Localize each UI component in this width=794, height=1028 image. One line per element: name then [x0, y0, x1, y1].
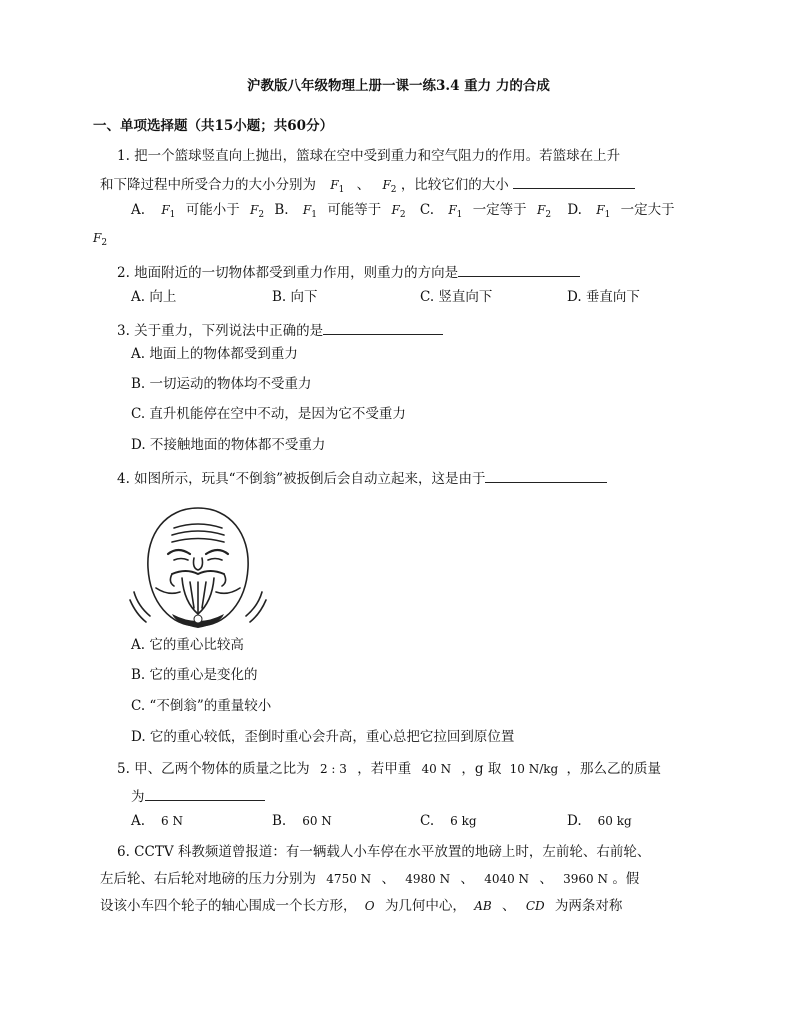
- option-label: B.: [272, 813, 287, 829]
- q5-option-c[interactable]: [420, 812, 477, 830]
- q5-text-a: 5. 甲、乙两个物体的质量之比为: [117, 761, 310, 777]
- subscript: 2: [101, 238, 108, 248]
- q6-text-b: 为几何中心，: [384, 898, 466, 914]
- f1-symbol: [161, 203, 176, 220]
- separator: 、: [356, 177, 371, 193]
- answer-blank[interactable]: [145, 786, 265, 801]
- q5-text-line2: 为: [131, 789, 145, 805]
- option-c-text: 一定等于: [472, 202, 527, 218]
- q3-option-a[interactable]: A. 地面上的物体都受到重力: [131, 346, 298, 362]
- f-symbol: F: [93, 231, 102, 245]
- separator: 、: [539, 871, 553, 887]
- line-ab: AB: [474, 899, 492, 913]
- f-symbol: F: [382, 178, 391, 192]
- subscript: 2: [390, 185, 397, 195]
- q2-stem-text: 2. 地面附近的一切物体都受到重力作用，则重力的方向是: [117, 265, 459, 281]
- force-value: 4750 N: [326, 872, 372, 886]
- option-a-label: A.: [131, 202, 146, 218]
- f-symbol: F: [330, 178, 339, 192]
- f-symbol: F: [596, 203, 605, 217]
- option-label: D.: [567, 813, 582, 829]
- f-symbol: F: [391, 203, 400, 217]
- subscript: 2: [258, 210, 265, 220]
- f1-symbol: [596, 203, 611, 220]
- q6-line3: [100, 897, 622, 915]
- q3-stem: [117, 320, 443, 340]
- subscript: 1: [338, 185, 345, 195]
- q2-option-a[interactable]: A. 向上: [131, 289, 177, 305]
- q4-option-d[interactable]: D. 它的重心较低，歪倒时重心会升高，重心总把它拉回到原位置: [131, 729, 515, 745]
- q4-stem-text: 4. 如图所示，玩具“不倒翁”被扳倒后会自动立起来，这是由于: [117, 471, 486, 487]
- f-symbol: F: [250, 203, 259, 217]
- subscript: 1: [169, 210, 176, 220]
- q6-text-c: 为两条对称: [554, 898, 623, 914]
- subscript: 1: [311, 210, 317, 220]
- option-d-label: D.: [567, 202, 582, 218]
- q1-option-d-wrap: [93, 229, 107, 252]
- option-value: 60 kg: [597, 814, 632, 828]
- subscript: 1: [604, 210, 611, 220]
- f2-symbol: [93, 231, 108, 248]
- f1-symbol: [302, 203, 317, 220]
- q4-stem: [117, 468, 607, 488]
- separator: 、: [502, 898, 516, 914]
- option-value: 60 N: [302, 814, 332, 828]
- q2-option-b[interactable]: B. 向下: [272, 289, 318, 305]
- option-value: 6 N: [161, 814, 183, 828]
- q6-text-a: 左后轮、右后轮对地磅的压力分别为: [100, 871, 316, 887]
- mass-ratio: 2 : 3: [319, 762, 347, 776]
- q5-text-c: ，g 取: [461, 761, 502, 777]
- f-symbol: F: [302, 203, 312, 217]
- option-c-label: C.: [419, 202, 435, 218]
- gravity-value: 10 N/kg: [509, 762, 559, 776]
- f2-symbol: [391, 203, 406, 220]
- q5-option-a[interactable]: [131, 812, 183, 830]
- q6-text-a: 设该小车四个轮子的轴心围成一个长方形，: [100, 898, 357, 914]
- q4-option-b[interactable]: B. 它的重心是变化的: [131, 667, 258, 683]
- f-symbol: F: [536, 203, 546, 217]
- q4-option-c[interactable]: C. “不倒翁”的重量较小: [131, 698, 272, 714]
- q1-stem-line1: 1. 把一个篮球竖直向上抛出，篮球在空中受到重力和空气阻力的作用。若篮球在上升: [117, 148, 621, 164]
- q6-line2: [100, 870, 639, 888]
- subscript: 2: [545, 210, 552, 220]
- q6-line1: 6. CCTV 科教频道曾报道：有一辆载人小车停在水平放置的地磅上时，左前轮、右前轮、: [117, 844, 651, 860]
- q5-text-d: ，那么乙的质量: [566, 761, 662, 777]
- weight-value: 40 N: [421, 762, 452, 776]
- option-d-text: 一定大于: [620, 202, 675, 218]
- force-value: 4980 N: [405, 872, 451, 886]
- q5-option-b[interactable]: [272, 812, 332, 830]
- q3-option-d[interactable]: D. 不接触地面的物体都不受重力: [131, 437, 326, 453]
- option-value: 6 kg: [450, 814, 477, 828]
- separator: 、: [381, 871, 395, 887]
- q1-symbol-f2: [382, 178, 397, 195]
- line-cd: CD: [525, 899, 545, 913]
- f1-symbol: [448, 203, 463, 220]
- q5-stem: [117, 760, 661, 778]
- force-value: 4040 N: [484, 872, 530, 886]
- page-title: 沪教版八年级物理上册一课一练3.4 重力 力的合成: [247, 78, 550, 94]
- option-b-text: 可能等于: [327, 202, 382, 218]
- separator: 、: [460, 871, 474, 887]
- option-label: C.: [420, 813, 435, 829]
- f2-symbol: [536, 203, 552, 220]
- q3-stem-text: 3. 关于重力，下列说法中正确的是: [117, 323, 324, 339]
- f2-symbol: [250, 203, 265, 220]
- f-symbol: F: [161, 203, 170, 217]
- answer-blank[interactable]: [323, 320, 443, 335]
- option-label: A.: [131, 813, 146, 829]
- q4-option-a[interactable]: A. 它的重心比较高: [131, 637, 244, 653]
- q2-stem: [117, 262, 580, 282]
- q1-stem-line2: [100, 174, 635, 199]
- point-o: O: [364, 899, 375, 913]
- answer-blank[interactable]: [513, 174, 635, 189]
- answer-blank[interactable]: [458, 262, 580, 277]
- tumbler-toy-illustration: [128, 502, 268, 634]
- q5-text-b: ，若甲重: [357, 761, 412, 777]
- subscript: 1: [456, 210, 463, 220]
- option-a-text: 可能小于: [185, 202, 240, 218]
- q5-option-d[interactable]: [567, 812, 632, 830]
- q1-stem-text-a: 和下降过程中所受合力的大小分别为: [100, 177, 316, 193]
- force-value: 3960 N: [563, 872, 609, 886]
- q6-text-end: 。假: [612, 871, 640, 887]
- answer-blank[interactable]: [485, 468, 607, 483]
- f-symbol: F: [448, 203, 457, 217]
- option-b-label: B.: [274, 202, 289, 218]
- q5-stem-line2: [131, 786, 265, 806]
- q1-stem-text-b: ，比较它们的大小: [400, 177, 509, 193]
- q3-option-c[interactable]: C. 直升机能停在空中不动，是因为它不受重力: [131, 406, 406, 422]
- q2-option-d[interactable]: D. 垂直向下: [567, 289, 640, 305]
- q3-option-b[interactable]: B. 一切运动的物体均不受重力: [131, 376, 312, 392]
- q1-symbol-f1: [330, 178, 345, 195]
- q1-options: [131, 201, 675, 224]
- subscript: 2: [399, 210, 406, 220]
- q2-option-c[interactable]: C. 竖直向下: [420, 289, 493, 305]
- section-heading: 一、单项选择题（共15小题；共60分）: [93, 118, 334, 134]
